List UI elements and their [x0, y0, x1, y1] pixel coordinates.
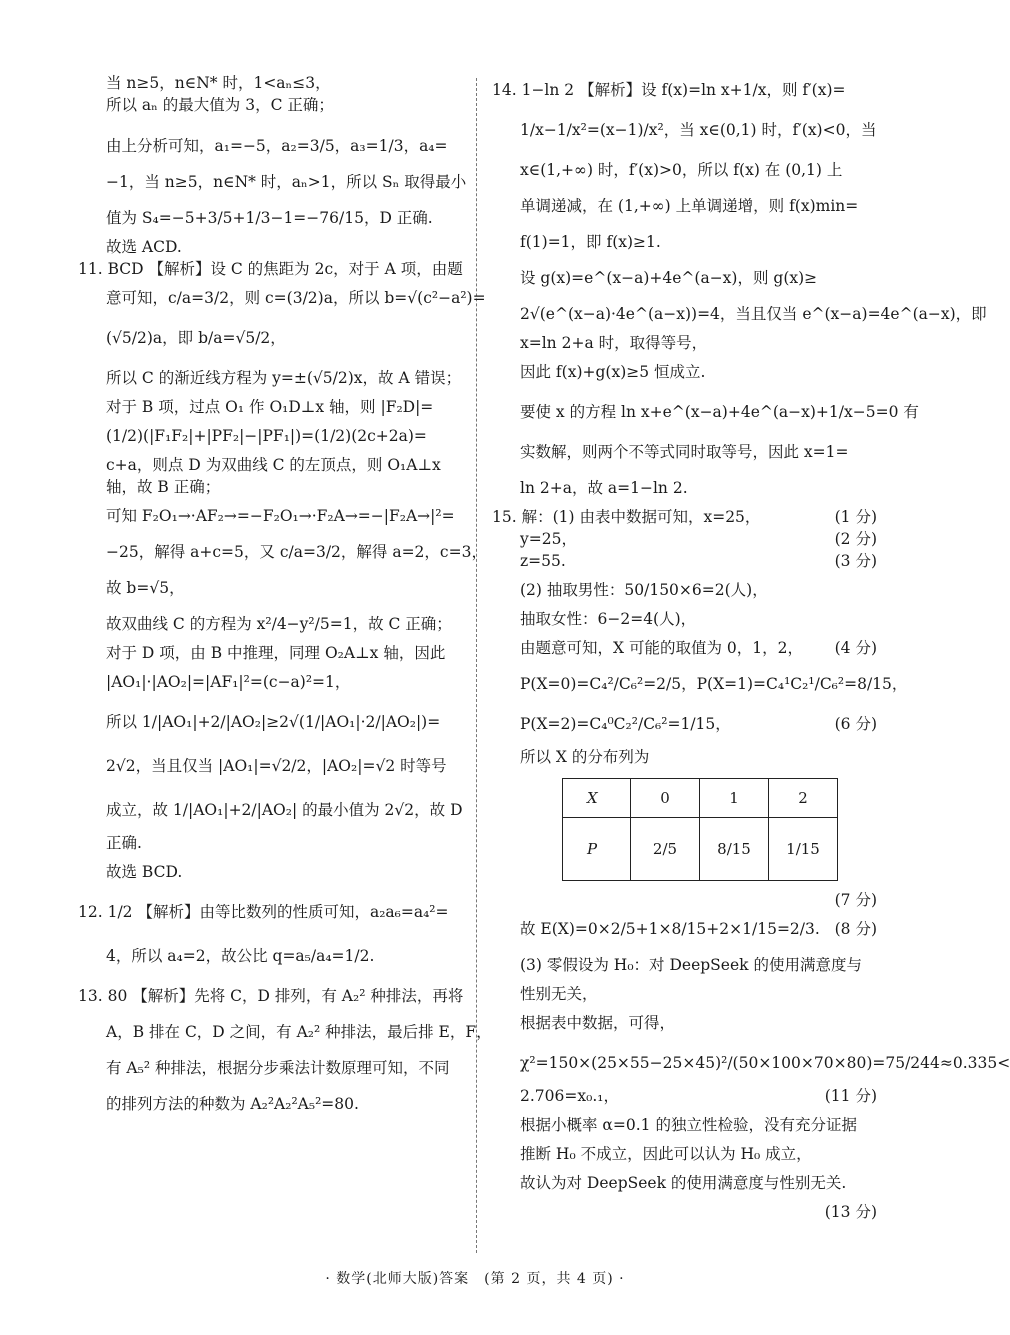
problem-13-heading: 13. 80 【解析】先将 C，D 排列，有 A₂² 种排法，再将	[78, 987, 464, 1005]
text-line	[492, 911, 877, 947]
text-line: c+a，则点 D 为双曲线 C 的左顶点，则 O₁A⊥x	[106, 456, 441, 474]
text-line: A，B 排在 C，D 之间，有 A₂² 种排法，最后排 E，F，	[106, 1023, 492, 1041]
text-span: 由题意可知，X 可能的取值为 0，1，2，	[520, 639, 803, 657]
text-line	[492, 1085, 877, 1107]
text-line: 因此 f(x)+g(x)≥5 恒成立.	[520, 363, 706, 381]
score-label: (13 分)	[824, 1203, 877, 1221]
text-line: 的排列方法的种数为 A₂²A₂²A₅²=80.	[106, 1095, 359, 1113]
score-label: (2 分)	[834, 530, 877, 548]
text-line: P(X=0)=C₄²/C₆²=2/5，P(X=1)=C₄¹C₂¹/C₆²=8/15，	[520, 675, 908, 693]
text-line: 2√2，当且仅当 |AO₁|=√2/2，|AO₂|=√2 时等号	[106, 757, 447, 775]
text-line: 故认为对 DeepSeek 的使用满意度与性别无关.	[520, 1174, 847, 1192]
score-label: (7 分)	[834, 891, 877, 909]
text-line: −1，当 n≥5，n∈N* 时，aₙ>1，所以 Sₙ 取得最小	[106, 173, 467, 191]
text-line: 所以 C 的渐近线方程为 y=±(√5/2)x，故 A 错误；	[106, 369, 462, 387]
text-line	[492, 528, 877, 550]
text-line: 性别无关，	[520, 985, 598, 1003]
text-line: (1/2)(|F₁F₂|+|PF₂|−|PF₁|)=(1/2)(2c+2a)=	[106, 427, 427, 445]
text-line: 根据表中数据，可得，	[520, 1014, 676, 1032]
text-line: 正确.	[106, 834, 142, 852]
text-span: 故 E(X)=0×2/5+1×8/15+2×1/15=2/3.	[520, 920, 820, 938]
text-line: 轴，故 B 正确；	[106, 478, 221, 496]
table-cell: P	[563, 818, 631, 881]
text-line: 故双曲线 C 的方程为 x²/4−y²/5=1，故 C 正确；	[106, 615, 452, 633]
text-line: x∈(1,+∞) 时，f′(x)>0，所以 f(x) 在 (0,1) 上	[520, 161, 843, 179]
text-line	[492, 1201, 877, 1223]
text-line: 故 b=√5，	[106, 579, 185, 597]
text-line: 单调递减，在 (1,+∞) 上单调递增，则 f(x)min=	[520, 197, 859, 215]
distribution-table	[562, 778, 838, 881]
text-line: 15. 解：(1) 由表中数据可知，x=25，	[492, 508, 761, 526]
problem-15-heading	[492, 506, 877, 528]
text-span: P(X=2)=C₄⁰C₂²/C₆²=1/15，	[520, 715, 731, 733]
right-column	[492, 72, 1010, 1223]
text-line: χ²=150×(25×55−25×45)²/(50×100×70×80)=75/244≈0.335<	[520, 1054, 1010, 1072]
table-row	[563, 818, 838, 881]
table-cell: 2	[769, 779, 838, 818]
score-label: (6 分)	[834, 715, 877, 733]
text-line: 成立，故 1/|AO₁|+2/|AO₂| 的最小值为 2√2，故 D	[106, 801, 463, 819]
text-line: 对于 D 项，由 B 中推理，同理 O₂A⊥x 轴，因此	[106, 644, 446, 662]
score-label: (3 分)	[834, 552, 877, 570]
text-span: y=25，	[520, 530, 577, 548]
text-line: 所以 X 的分布列为	[520, 748, 650, 766]
problem-14-heading: 14. 1−ln 2 【解析】设 f(x)=ln x+1/x，则 f′(x)=	[492, 81, 846, 99]
text-line: 故选 BCD.	[106, 863, 183, 881]
text-line: 对于 B 项，过点 O₁ 作 O₁D⊥x 轴，则 |F₂D|=	[106, 398, 434, 416]
problem-11-heading: 11. BCD 【解析】设 C 的焦距为 2c，对于 A 项，由题	[78, 260, 463, 278]
text-line: (2) 抽取男性：50/150×6=2(人)，	[520, 581, 768, 599]
text-line: 抽取女性：6−2=4(人)，	[520, 610, 697, 628]
text-line: 4，所以 a₄=2，故公比 q=a₅/a₄=1/2.	[106, 947, 375, 965]
page-footer: · 数学(北师大版)答案 (第 2 页，共 4 页) ·	[325, 1271, 625, 1287]
text-line	[492, 889, 877, 911]
table-cell: 0	[631, 779, 700, 818]
text-line: |AO₁|·|AO₂|=|AF₁|²=(c−a)²=1，	[106, 673, 351, 691]
text-line: 当 n≥5，n∈N* 时，1<aₙ≤3，	[106, 74, 331, 92]
column-divider	[476, 78, 477, 1253]
score-label: (11 分)	[824, 1087, 877, 1105]
text-span: 2.706=x₀.₁，	[520, 1087, 619, 1105]
text-line: 所以 1/|AO₁|+2/|AO₂|≥2√(1/|AO₁|·2/|AO₂|)=	[106, 713, 441, 731]
table-row	[563, 779, 838, 818]
text-line: (3) 零假设为 H₀：对 DeepSeek 的使用满意度与	[520, 956, 862, 974]
text-line: 设 g(x)=e^(x−a)+4e^(a−x)，则 g(x)≥	[520, 269, 818, 287]
score-label: (1 分)	[834, 508, 877, 526]
table-cell: 1/15	[769, 818, 838, 881]
text-line: 由上分析可知，a₁=−5，a₂=3/5，a₃=1/3，a₄=	[106, 137, 448, 155]
text-line: −25，解得 a+c=5，又 c/a=3/2，解得 a=2，c=3，	[106, 543, 487, 561]
table-cell: 1	[700, 779, 769, 818]
table-cell: X	[563, 779, 631, 818]
table-cell: 2/5	[631, 818, 700, 881]
problem-12-heading: 12. 1/2 【解析】由等比数列的性质可知，a₂a₆=a₄²=	[78, 903, 449, 921]
left-column	[78, 72, 492, 1122]
distribution-table-wrap	[492, 778, 877, 881]
text-line: x=ln 2+a 时，取得等号，	[520, 334, 708, 352]
text-line: ln 2+a，故 a=1−ln 2.	[520, 479, 688, 497]
text-line: (√5/2)a，即 b/a=√5/2，	[106, 329, 286, 347]
text-line	[492, 630, 877, 666]
text-line: 所以 aₙ 的最大值为 3，C 正确；	[106, 96, 334, 114]
text-line: f(1)=1，即 f(x)≥1.	[520, 233, 661, 251]
text-line: 2√(e^(x−a)·4e^(a−x))=4，当且仅当 e^(x−a)=4e^(a−x)，即	[520, 305, 987, 323]
table-cell: 8/15	[700, 818, 769, 881]
text-line: 1/x−1/x²=(x−1)/x²，当 x∈(0,1) 时，f′(x)<0，当	[520, 121, 877, 139]
text-line: 可知 F₂O₁→·AF₂→=−F₂O₁→·F₂A→=−|F₂A→|²=	[106, 507, 455, 525]
score-label: (8 分)	[834, 920, 877, 938]
text-line	[492, 550, 877, 572]
text-span: z=55.	[520, 552, 566, 570]
text-line: 值为 S₄=−5+3/5+1/3−1=−76/15，D 正确.	[106, 209, 433, 227]
text-line: 根据小概率 α=0.1 的独立性检验，没有充分证据	[520, 1116, 857, 1134]
text-line	[492, 702, 877, 746]
text-line: 有 A₅² 种排法，根据分步乘法计数原理可知，不同	[106, 1059, 450, 1077]
text-line: 实数解，则两个不等式同时取等号，因此 x=1=	[520, 443, 849, 461]
text-line: 故选 ACD.	[106, 238, 182, 256]
text-line: 意可知，c/a=3/2，则 c=(3/2)a，所以 b=√(c²−a²)=	[106, 289, 486, 307]
score-label: (4 分)	[834, 639, 877, 657]
text-line: 推断 H₀ 不成立，因此可以认为 H₀ 成立，	[520, 1145, 812, 1163]
text-line: 要使 x 的方程 ln x+e^(x−a)+4e^(a−x)+1/x−5=0 有	[520, 403, 919, 421]
